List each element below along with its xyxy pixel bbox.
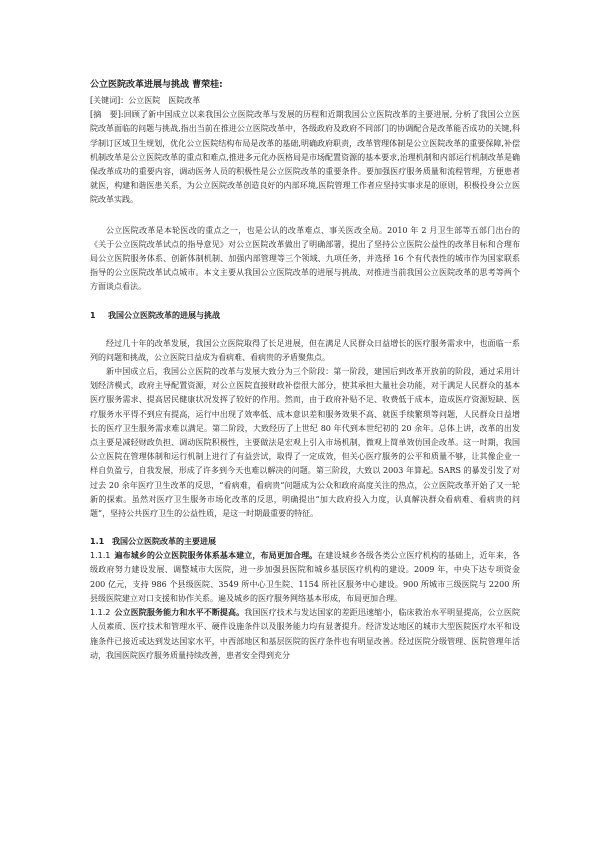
item-1-1-1 (90, 549, 520, 606)
subsection-number: 1.1 (90, 537, 105, 547)
item-1-1-2 (90, 606, 520, 663)
paragraph: 新中国成立后，我国公立医院的改革与发展大致分为三个阶段：第一阶段，建国后到改革开放前的阶段，通过采用计划经济模式，政府主导配置资源，对公立医院直接财政补偿很大部分，使其承担大量社会功能，对于满足人民群众的基本医疗服务需求、提高居民健康状况发挥了较好的作用。然而，由于政府补贴不足、收费低于成本，造成医疗资源短缺、医疗服务水平得不到应有提高，运行中出现了效率低、成本意识差和服务效果不高、就医手续繁琐等问题，人民群众日益增长的医疗卫生服务需求难以满足。第二阶段，大致经历了上世纪 80 年代到本世纪初的 20 余年。总体上讲，改革的出发点主要是减轻财政负担、调动医院积极性，主要做法是宏观上引入市场机制，微观上简单效仿国企改革。这一时期，我国公立医院在管理体制和运行机制上进行了有益尝试，取得了一定成效，但关心医疗服务的公平和质量不够，让其像企业一样自负盈亏，自我发展，形成了许多到今天也难以解决的问题。第三阶段，大致以 2003 年算起。SARS 的暴发引发了对过去 20 余年医疗卫生改革的反思，“看病难，看病贵”问题成为公众和政府高度关注的热点，公立医院改革开始了又一轮新的探索。虽然对医疗卫生服务市场化改革的反思，明确提出“加大政府投入力度，认真解决群众看病难、看病贵的问题”，坚持公共医疗卫生的公益性质，是这一时期最重要的特征。 (90, 367, 520, 519)
item-lead: 遍布城乡的公立医院服务体系基本建立，布局更加合理。 (114, 551, 318, 561)
section-title: 我国公立医院改革的进展与挑战 (108, 310, 220, 320)
section-number: 1 (90, 310, 96, 320)
item-number: 1.1.1 (90, 551, 111, 561)
abstract: [摘 要]:回顾了新中国成立以来我国公立医院改革与发展的历程和近期我国公立医院改革的主要进展, 分析了我国公立医院改革面临的问题与挑战,指出当前在推进公立医院改革中，各级政府及政府不同部门的协调配合是改革能否成功的关键,科学制订区域卫生规划，优化公立医院结构布局是改革的基础,明确政府职责，改革管理体制是公立医院改革的重要保障,补偿机制改革是公立医院改革的重点和难点,推进多元化办医格局是市场配置资源的基本要求,治理机制和内部运行机制改革是确保改革成功的重要内容，调动医务人员的积极性是公立医院改革的重要条件。要加强医疗服务质量和流程管理，方便患者就医，构建和谐医患关系，为公立医院改革创造良好的内部环境,医院管理工作者应坚持实事求是的原则，积极投身公立医院改革实践。 (90, 110, 520, 205)
item-lead: 公立医院服务能力和水平不断提高。 (114, 608, 245, 618)
subsection-heading-1-1 (90, 535, 520, 549)
subsection-title: 我国公立医院改革的主要进展 (112, 537, 216, 547)
article-title: 公立医院改革进展与挑战 曹荣桂: (90, 80, 223, 90)
article (90, 78, 520, 663)
keywords: [关键词]：公立医院 医院改革 (90, 96, 201, 105)
intro-paragraph: 公立医院改革是本轮医改的重点之一，也是公认的改革难点、事关医改全局。2010 年 2 月卫生部等五部门出台的《关于公立医院改革试点的指导意见》对公立医院改革做出了明确部署，提出了坚持公立医院公益性的改革目标和合理布局公立医院服务体系、创新体制机制、加强内部管理等三个领域、九项任务，并选择 16 个有代表性的城市作为国家联系指导的公立医院改革试点城市。本文主要从我国公立医院改革的进展与挑战、对推进当前我国公立医院改革的思考等两个方面谈点看法。 (90, 225, 520, 292)
item-text: 在建设城乡各级各类公立医疗机构的基础上，近年来，各级政府努力建设发展、调整城市大医院，进一步加强县医院和城乡基层医疗机构的建设。2009 年，中央下达专项资金 200 亿元，支持 986 个县级医院、3549 所中心卫生院、1154 所社区服务中心建设。900 所城市三级医院与 2200 所县级医院建立对口支援和协作关系。遍及城乡的医疗服务网络基本形成，布局更加合理。 (90, 551, 521, 603)
item-number: 1.1.2 (90, 608, 111, 618)
paragraph: 经过几十年的改革发展，我国公立医院取得了长足进展，但在满足人民群众日益增长的医疗服务需求中，也面临一系列的问题和挑战，公立医院日益成为看病难、看病贵的矛盾聚焦点。 (90, 338, 520, 362)
item-text: 我国医疗技术与发达国家的差距迅速缩小，临床救治水平明显提高，公立医院人员素质、医疗技术和管理水平、硬件设施条件以及服务能力均有显著提升。经济发达地区的城市大型医院医疗水平和设施条件已接近或达到发达国家水平，中西部地区和基层医院的医疗条件也有明显改善。经过医院分级管理、医院管理年活动，我国医院医疗服务质量持续改善，患者安全得到充分 (90, 608, 521, 660)
section-heading-1 (90, 309, 520, 323)
